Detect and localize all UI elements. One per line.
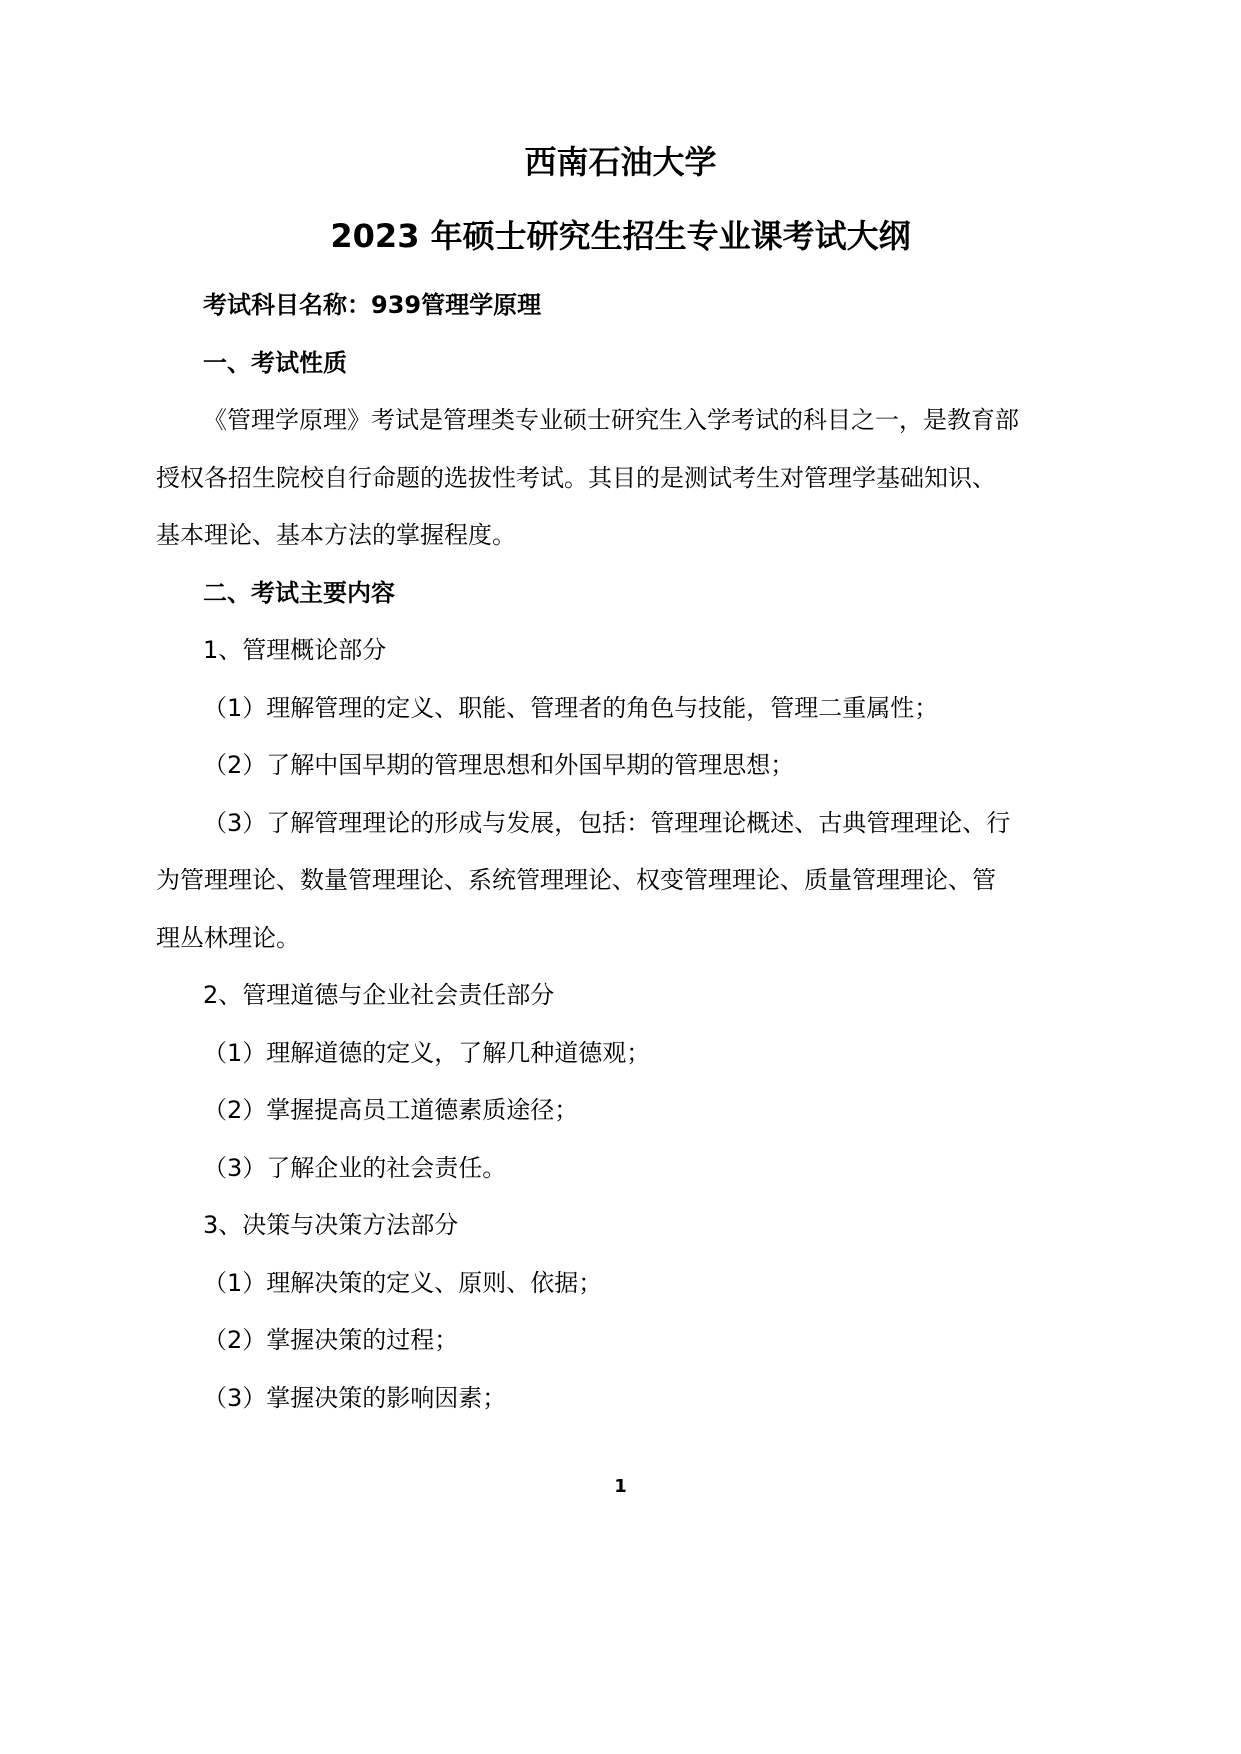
part2-item: （3）了解企业的社会责任。 bbox=[203, 1154, 507, 1182]
part1-item: （3）了解管理理论的形成与发展，包括：管理理论概述、古典管理理论、行 bbox=[203, 809, 1011, 837]
part3-item: （3）掌握决策的影响因素； bbox=[203, 1384, 507, 1412]
part3-heading: 3、决策与决策方法部分 bbox=[203, 1211, 459, 1239]
part3-item: （1）理解决策的定义、原则、依据； bbox=[203, 1269, 603, 1297]
part1-item-continuation: 理丛林理论。 bbox=[156, 924, 300, 952]
page-number: 1 bbox=[614, 1476, 627, 1497]
part1-item: （1）理解管理的定义、职能、管理者的角色与技能，管理二重属性； bbox=[203, 694, 939, 722]
exam-subject: 考试科目名称：939管理学原理 bbox=[203, 291, 542, 319]
part2-item: （1）理解道德的定义，了解几种道德观； bbox=[203, 1039, 651, 1067]
part3-item: （2）掌握决策的过程； bbox=[203, 1326, 459, 1354]
section1-paragraph-line: 授权各招生院校自行命题的选拔性考试。其目的是测试考生对管理学基础知识、 bbox=[156, 464, 996, 492]
part2-item: （2）掌握提高员工道德素质途径； bbox=[203, 1096, 579, 1124]
part1-item: （2）了解中国早期的管理思想和外国早期的管理思想； bbox=[203, 751, 795, 779]
part2-heading: 2、管理道德与企业社会责任部分 bbox=[203, 981, 555, 1009]
part1-heading: 1、管理概论部分 bbox=[203, 636, 387, 664]
section1-heading: 一、考试性质 bbox=[203, 349, 347, 377]
part1-item-continuation: 为管理理论、数量管理理论、系统管理理论、权变管理理论、质量管理理论、管 bbox=[156, 866, 996, 894]
section1-paragraph-line: 《管理学原理》考试是管理类专业硕士研究生入学考试的科目之一，是教育部 bbox=[203, 406, 1019, 434]
section1-paragraph-line: 基本理论、基本方法的掌握程度。 bbox=[156, 521, 516, 549]
section2-heading: 二、考试主要内容 bbox=[203, 579, 395, 607]
syllabus-title: 2023 年硕士研究生招生专业课考试大纲 bbox=[330, 217, 911, 255]
university-title: 西南石油大学 bbox=[524, 143, 717, 181]
